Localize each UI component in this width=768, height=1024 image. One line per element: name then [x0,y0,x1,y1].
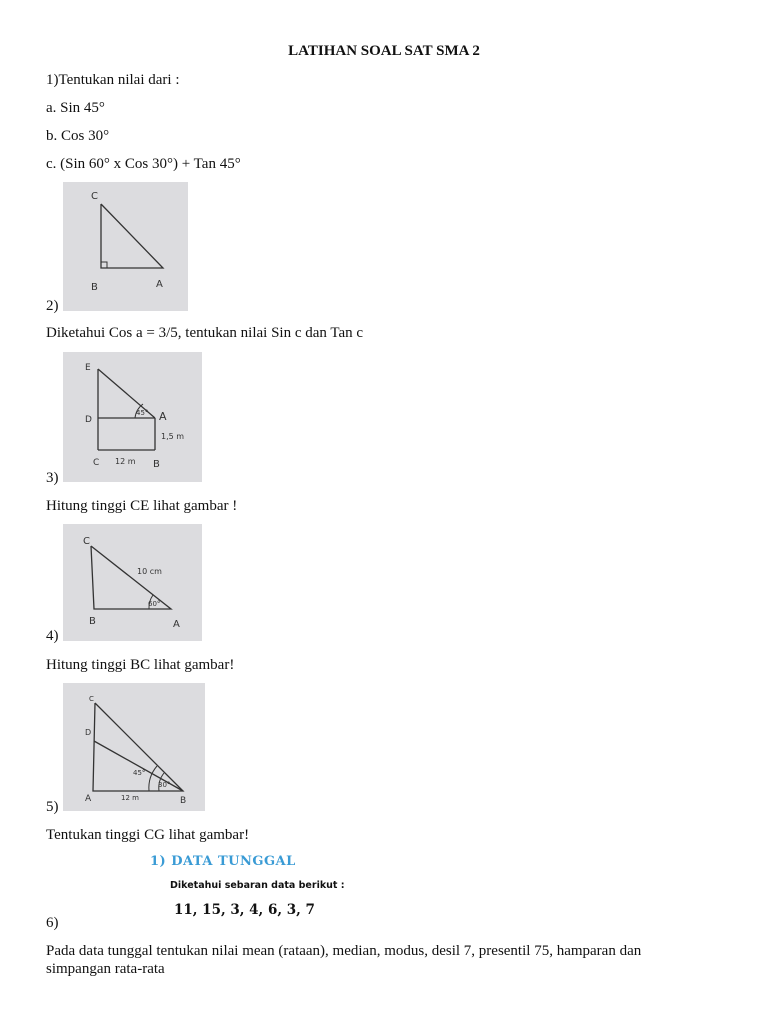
q3-label-base: 12 m [115,457,136,466]
q3-label-height: 1,5 m [161,432,185,441]
q2-triangle-figure [63,182,188,311]
q1-option-a: a. Sin 45° [46,100,105,116]
q4-triangle-figure [63,524,202,641]
q2-label-b: B [91,282,98,293]
q2-label-c: C [91,191,98,202]
q6-image-values: 11, 15, 3, 4, 6, 3, 7 [174,902,315,918]
q6-data-image [128,850,358,922]
q4-label-hyp: 10 cm [137,567,162,576]
q5-question: Tentukan tinggi CG lihat gambar! [46,827,250,843]
page-title: LATIHAN SOAL SAT SMA 2 [288,43,480,59]
q5-label-angle2: 30° [158,781,171,789]
q2-number: 2) [46,298,59,314]
q4-label-angle: 60° [148,600,161,608]
q6-image-title: 1) DATA TUNGGAL [150,854,296,869]
q6-number: 6) [46,915,59,931]
q1-option-c: c. (Sin 60° x Cos 30°) + Tan 45° [46,156,241,172]
q1-intro: 1)Tentukan nilai dari : [46,72,180,88]
q3-number: 3) [46,470,59,486]
q3-label-a: A [159,410,167,423]
q5-label-angle1: 45° [133,769,146,777]
q5-number: 5) [46,799,59,815]
q1-option-b: b. Cos 30° [46,128,110,144]
q3-label-d: D [85,415,92,425]
q5-label-base: 12 m [121,794,139,802]
q5-triangle-figure [63,683,205,811]
q6-question: Pada data tunggal tentukan nilai mean (rataan), median, modus, desil 7, presentil 75, hamparan dan simpangan rata-rata [46,943,642,977]
q4-label-b: B [89,616,96,627]
q3-label-b: B [153,459,160,470]
q5-label-d: D [85,728,92,737]
q4-label-c: C [83,536,90,547]
q5-label-c: C [89,695,94,703]
q5-label-b: B [180,796,187,806]
q4-question: Hitung tinggi BC lihat gambar! [46,657,235,673]
q2-question: Diketahui Cos a = 3/5, tentukan nilai Sin c dan Tan c [46,325,364,341]
q4-label-a: A [173,619,180,630]
q4-number: 4) [46,628,59,644]
q3-question: Hitung tinggi CE lihat gambar ! [46,498,238,514]
q5-label-a: A [85,794,92,804]
q3-building-figure [63,352,202,482]
q6-image-subtitle: Diketahui sebaran data berikut : [170,880,345,891]
q3-label-e: E [85,363,91,373]
q2-label-a: A [156,279,163,290]
q3-label-angle: 45° [136,409,149,417]
q3-label-c: C [93,458,100,468]
